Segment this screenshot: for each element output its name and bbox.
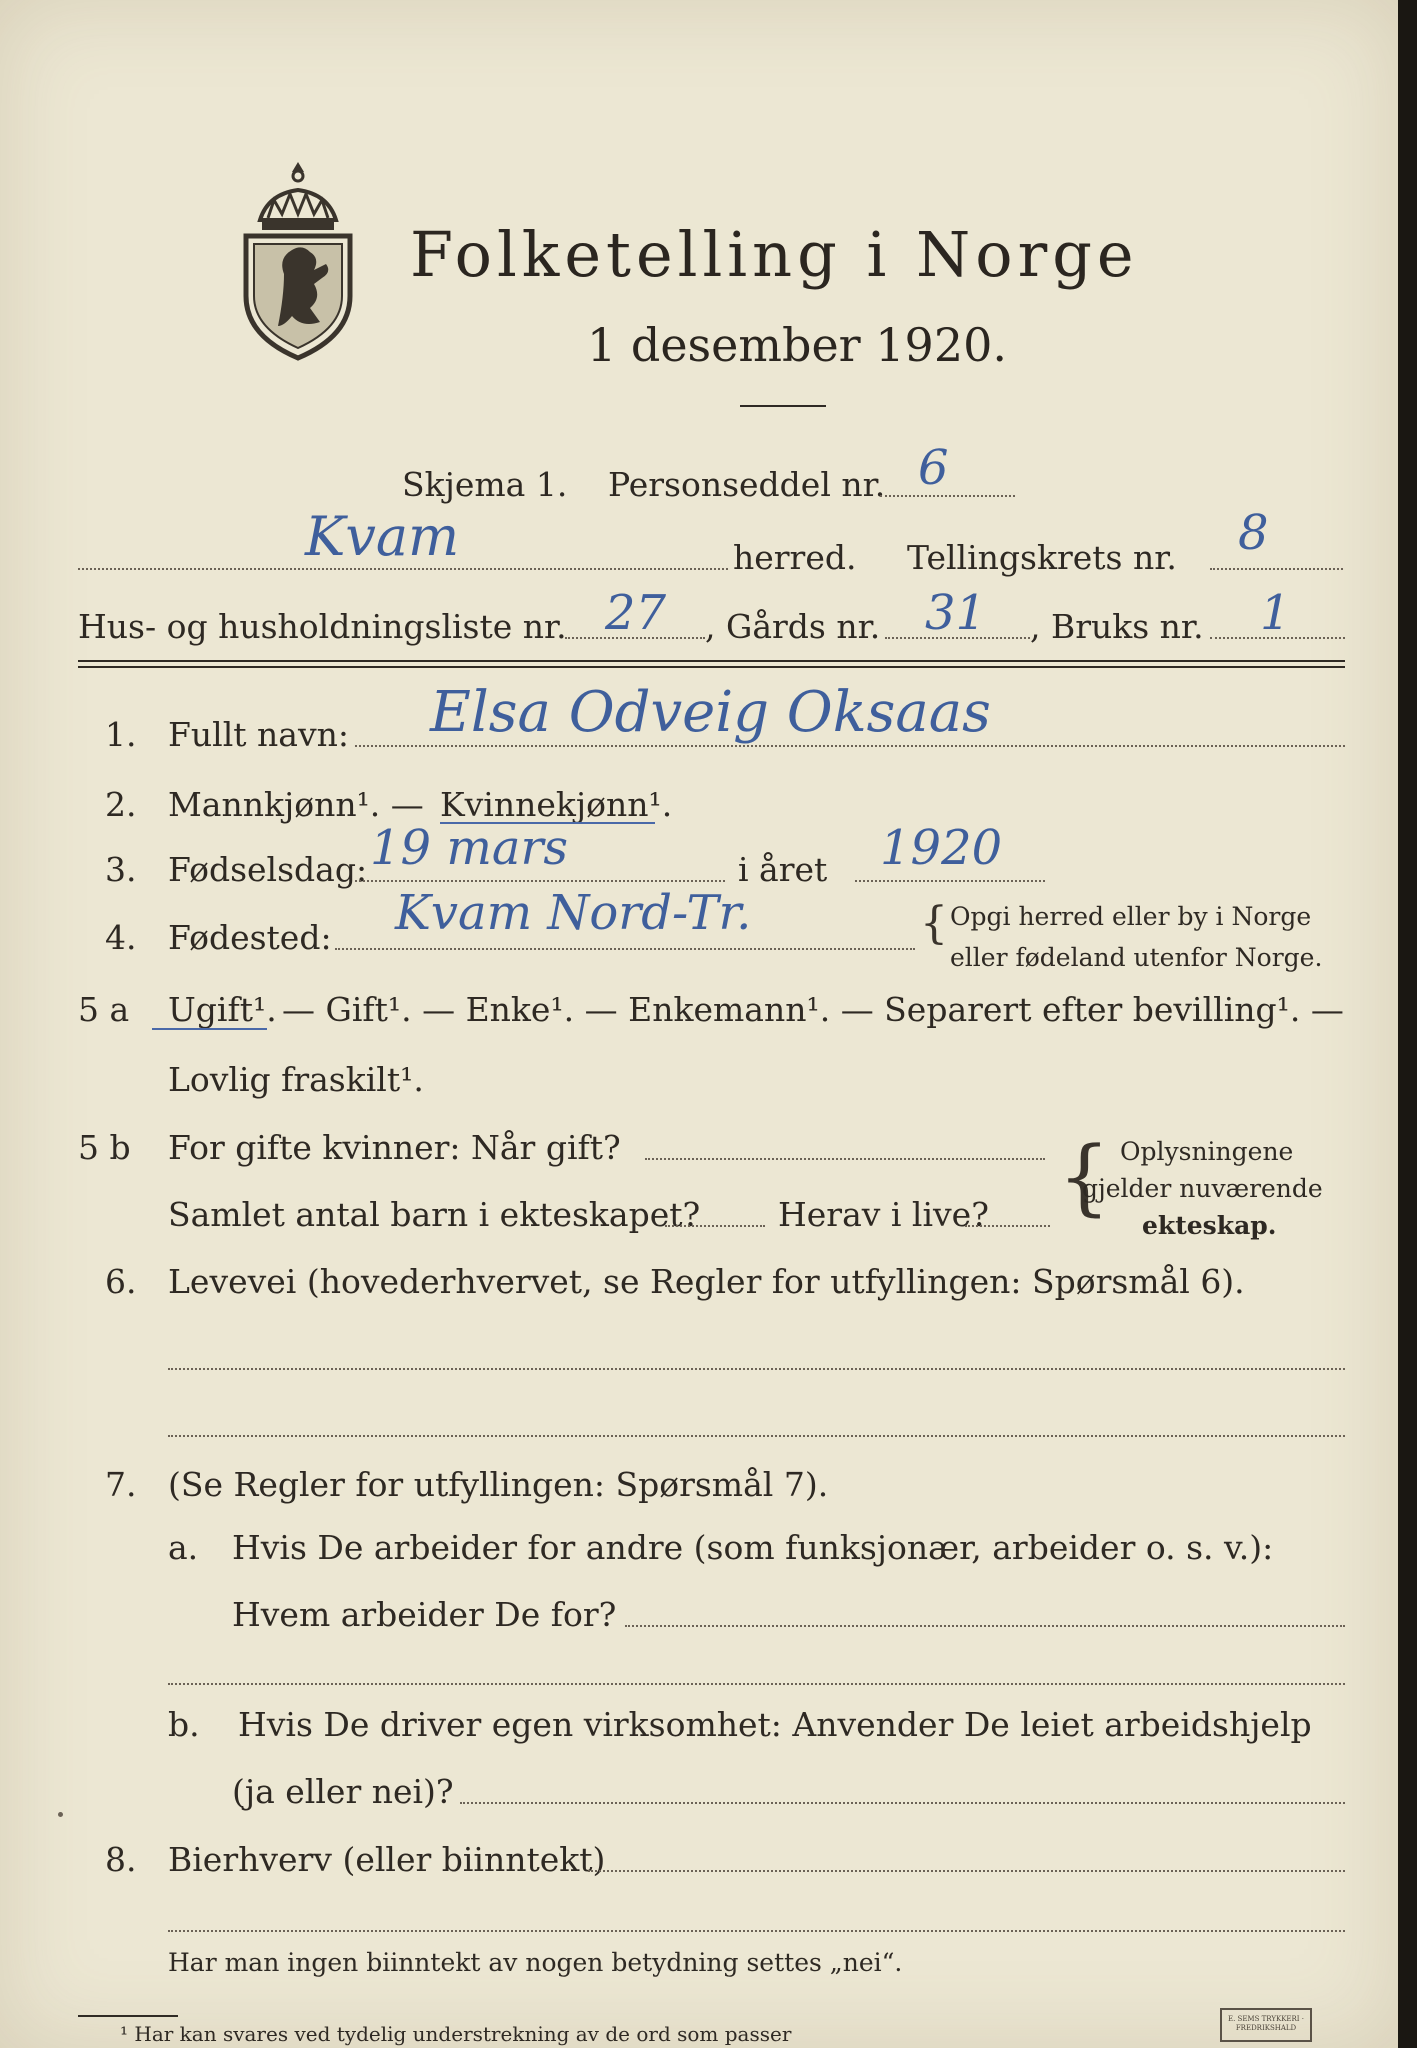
q6-field-line-2 [168,1435,1345,1437]
footnote-rule [78,2015,178,2017]
q8-label: Bierhverv (eller biinntekt) [168,1840,606,1879]
birthplace-value[interactable]: Kvam Nord-Tr. [395,885,752,941]
q5b-label: For gifte kvinner: Når gift? [168,1128,621,1167]
q5b-note-line2: gjelder nuværende [1082,1174,1323,1203]
q5b-children-label: Samlet antal barn i ekteskapet? [168,1195,701,1234]
birthday-value[interactable]: 19 mars [370,820,569,876]
paper-spot [58,1812,63,1817]
q5b-children-field-line [665,1225,765,1227]
q5a-number: 5 a [78,990,130,1029]
q8-field-line-2 [168,1930,1345,1932]
herred-value[interactable]: Kvam [305,505,460,568]
q7a-number: a. [168,1528,199,1567]
q3-year-field-line [855,880,1045,882]
q7a-field-line [625,1625,1345,1627]
q4-field-line [335,948,915,950]
q6-label: Levevei (hovederhvervet, se Regler for utfyllingen: Spørsmål 6). [168,1262,1245,1301]
q4-label: Fødested: [168,918,332,957]
footnote-text: ¹ Har kan svares ved tydelig understrekning av de ord som passer [120,2022,792,2046]
q5b-alive-field-line [965,1225,1050,1227]
form-title: Folketelling i Norge [410,218,1139,291]
q7a-label: Hvis De arbeider for andre (som funksjonær, arbeider o. s. v.): [232,1528,1274,1567]
q5b-note-line3: ekteskap. [1142,1211,1277,1240]
footer-note: Har man ingen biinntekt av nogen betydning settes „nei“. [168,1948,903,1977]
q2-number: 2. [105,785,137,824]
husholdning-value[interactable]: 27 [605,585,667,641]
q6-field-line-1 [168,1368,1345,1370]
full-name-value[interactable]: Elsa Odveig Oksaas [430,680,991,745]
q7a-sub-label: Hvem arbeider De for? [232,1595,617,1634]
q6-number: 6. [105,1262,137,1301]
tellingskrets-field-line [1210,568,1343,570]
personseddel-label: Personseddel nr. [608,465,886,504]
q5b-note-line1: Oplysningene [1120,1137,1294,1166]
q7b-number: b. [168,1705,200,1744]
herred-label: herred. [733,538,857,577]
q7b-sub-label: (ja eller nei)? [232,1772,454,1811]
personseddel-value[interactable]: 6 [918,440,949,496]
q5a-line2: Lovlig fraskilt¹. [168,1060,424,1099]
gards-value[interactable]: 31 [925,585,987,641]
q5b-alive-label: Herav i live? [778,1195,989,1234]
tellingskrets-value[interactable]: 8 [1238,505,1269,561]
q3-field-line [355,880,725,882]
male-option[interactable]: Mannkjønn¹. — [168,785,424,824]
ugift-option[interactable]: Ugift¹. [168,990,277,1029]
schema-label: Skjema 1. [402,465,568,504]
q4-note-line1: Opgi herred eller by i Norge [950,902,1312,931]
birth-year-value[interactable]: 1920 [880,820,1003,876]
q5a-other-options: — Gift¹. — Enke¹. — Enkemann¹. — Separert efter bevilling¹. — [282,990,1344,1029]
q5b-field-line [645,1158,1045,1160]
q3-label: Fødselsdag: [168,850,368,889]
section-rule-bottom [78,666,1345,668]
q4-note-brace: { [920,898,948,949]
q7-label: (Se Regler for utfyllingen: Spørsmål 7). [168,1465,829,1504]
herred-field-line [78,568,728,570]
q5b-note-brace: { [1058,1130,1111,1225]
q5b-number: 5 b [78,1128,131,1167]
census-date: 1 desember 1920. [587,318,1007,372]
section-rule-top [78,660,1345,662]
q7b-label: Hvis De driver egen virksomhet: Anvender De leiet arbeidshjelp [238,1705,1312,1744]
bruks-value[interactable]: 1 [1260,585,1291,641]
tellingskrets-label: Tellingskrets nr. [907,538,1177,577]
q1-field-line [355,745,1345,747]
q7b-field-line [460,1802,1345,1804]
q4-number: 4. [105,918,137,957]
q7-number: 7. [105,1465,137,1504]
q8-number: 8. [105,1840,137,1879]
ugift-underline [152,1028,267,1030]
title-divider [740,405,826,407]
q3-number: 3. [105,850,137,889]
printer-stamp: E. SEMS TRYKKERI · FREDRIKSHALD [1220,2008,1312,2042]
bruks-label: , Bruks nr. [1030,607,1204,646]
q7a-field-line-2 [168,1683,1345,1685]
q3-year-label: i året [738,850,828,889]
female-option[interactable]: Kvinnekjønn¹. [440,785,673,824]
q1-number: 1. [105,715,137,754]
q4-note-line2: eller fødeland utenfor Norge. [950,943,1323,972]
q1-label: Fullt navn: [168,715,349,754]
coat-of-arms-icon [238,158,358,363]
q8-field-line [588,1870,1345,1872]
husholdning-label: Hus- og husholdningsliste nr. [78,607,567,646]
gards-label: , Gårds nr. [705,607,881,646]
